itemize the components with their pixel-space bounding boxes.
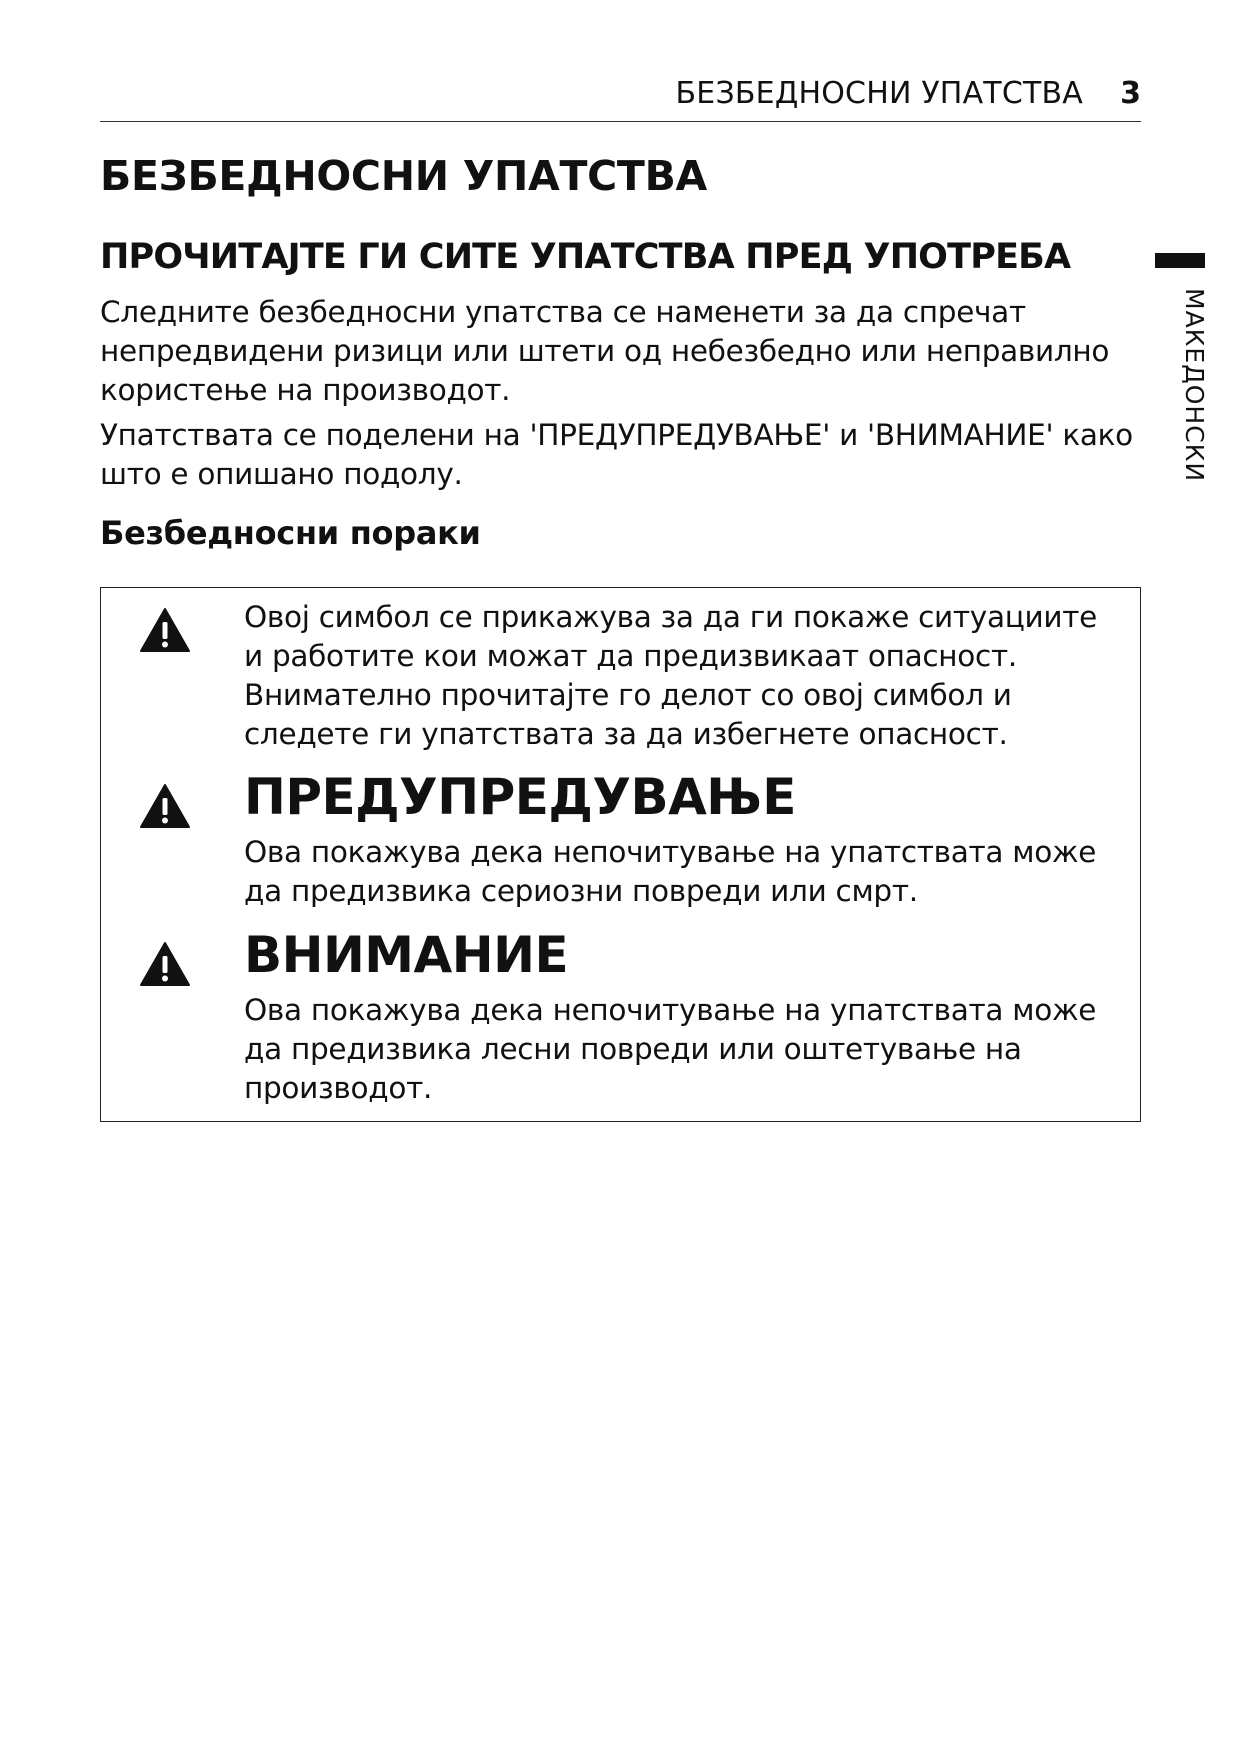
- intro-paragraph-2: Упатствата се поделени на 'ПРЕДУПРЕДУВАЊЕ' и 'ВНИМАНИЕ' како што е опишано подолу.: [100, 418, 1133, 491]
- running-header-title: БЕЗБЕДНОСНИ УПАТСТВА: [675, 76, 1083, 111]
- warning-description: Ова покажува дека непочитување на упатствата може да предизвика сериозни повреди или смрт.: [244, 835, 1097, 908]
- warning-triangle-icon: [139, 607, 191, 653]
- running-header: [100, 72, 1141, 122]
- intro-paragraph-1: Следните безбедносни упатства се наменети за да спречат непредвидени ризици или штети од небезбедно или неправилно користење на производот.: [100, 295, 1110, 407]
- caution-description: Ова покажува дека непочитување на упатствата може да предизвика лесни повреди или оштетување на производот.: [244, 993, 1097, 1105]
- section-title: ПРОЧИТАЈТЕ ГИ СИТЕ УПАТСТВА ПРЕД УПОТРЕБА: [100, 237, 1071, 277]
- warning-triangle-icon: [139, 783, 191, 829]
- warning-triangle-icon: [139, 941, 191, 987]
- symbol-description: Овој симбол се прикажува за да ги покаже ситуациите и работите кои можат да предизвикаат опасност. Внимателно прочитајте го делот со овој симбол и следете ги упатствата за да избегнете опасност.: [244, 600, 1097, 751]
- language-tab-marker: [1155, 253, 1205, 268]
- page-title: БЕЗБЕДНОСНИ УПАТСТВА: [100, 152, 707, 200]
- page-number: 3: [1120, 76, 1141, 111]
- caution-heading: ВНИМАНИЕ: [244, 926, 569, 984]
- subsection-title: Безбедносни пораки: [100, 514, 481, 552]
- language-tab-label: МАКЕДОНСКИ: [1180, 288, 1209, 483]
- warning-heading: ПРЕДУПРЕДУВАЊЕ: [244, 768, 796, 826]
